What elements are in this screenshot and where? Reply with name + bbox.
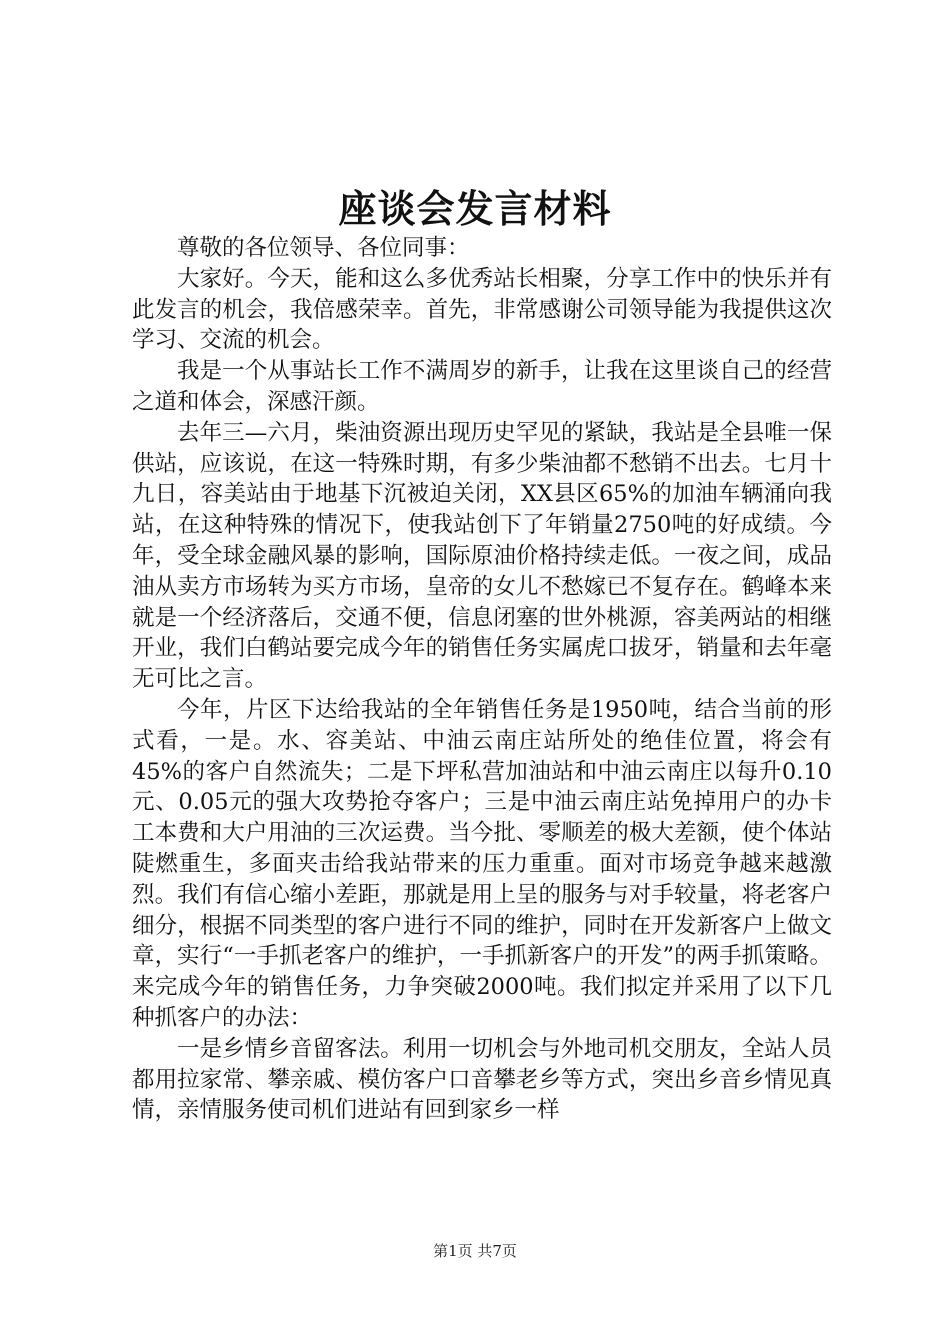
salutation-paragraph: 尊敬的各位领导、各位同事： — [177, 235, 470, 261]
body-paragraph: 我是一个从事站长工作不满周岁的新手，让我在这里谈自己的经营之道和体会，深感汗颜。 — [132, 358, 832, 415]
document-title: 座谈会发言材料 — [338, 186, 612, 231]
body-paragraph: 今年，片区下达给我站的全年销售任务是1950吨，结合当前的形式看，一是。水、容美站、中油云南庄站所处的绝佳位置，将会有45%的客户自然流失；二是下坪私营加油站和中油云南庄以每升0.10元、0.05元的强大攻势抢夺客户；三是中油云南庄站免掉用户的办卡工本费和大户用油的三次运费。当今批、零顺差的极大差额，使个体站陡燃重生，多面夹击给我站带来的压力重重。面对市场竞争越来越激烈。我们有信心缩小差距，那就是用上呈的服务与对手较量，将老客户细分，根据不同类型的客户进行不同的维护，同时在开发新客户上做文章，实行“一手抓老客户的维护，一手抓新客户的开发”的两手抓策略。来完成今年的销售任务，力争突破2000吨。我们拟定并采用了以下几种抓客户的办法： — [132, 696, 832, 1031]
document-body — [132, 233, 832, 1126]
page-number-footer: 第1页 共7页 — [433, 1242, 517, 1260]
body-paragraph: 一是乡情乡音留客法。利用一切机会与外地司机交朋友，全站人员都用拉家常、攀亲戚、模仿客户口音攀老乡等方式，突出乡音乡情见真情，亲情服务使司机们进站有回到家乡一样 — [132, 1035, 832, 1124]
body-paragraph: 大家好。今天，能和这么多优秀站长相聚，分享工作中的快乐并有此发言的机会，我倍感荣幸。首先，非常感谢公司领导能为我提供这次学习、交流的机会。 — [132, 265, 832, 354]
body-paragraph: 去年三—六月，柴油资源出现历史罕见的紧缺，我站是全县唯一保供站，应该说，在这一特殊时期，有多少柴油都不愁销不出去。七月十九日，容美站由于地基下沉被迫关闭，XX县区65%的加油车辆涌向我站，在这种特殊的情况下，使我站创下了年销量2750吨的好成绩。今年，受全球金融风暴的影响，国际原油价格持续走低。一夜之间，成品油从卖方市场转为买方市场，皇帝的女儿不愁嫁已不复存在。鹤峰本来就是一个经济落后，交通不便，信息闭塞的世外桃源，容美两站的相继开业，我们白鹤站要完成今年的销售任务实属虎口拔牙，销量和去年毫无可比之言。 — [132, 419, 832, 693]
